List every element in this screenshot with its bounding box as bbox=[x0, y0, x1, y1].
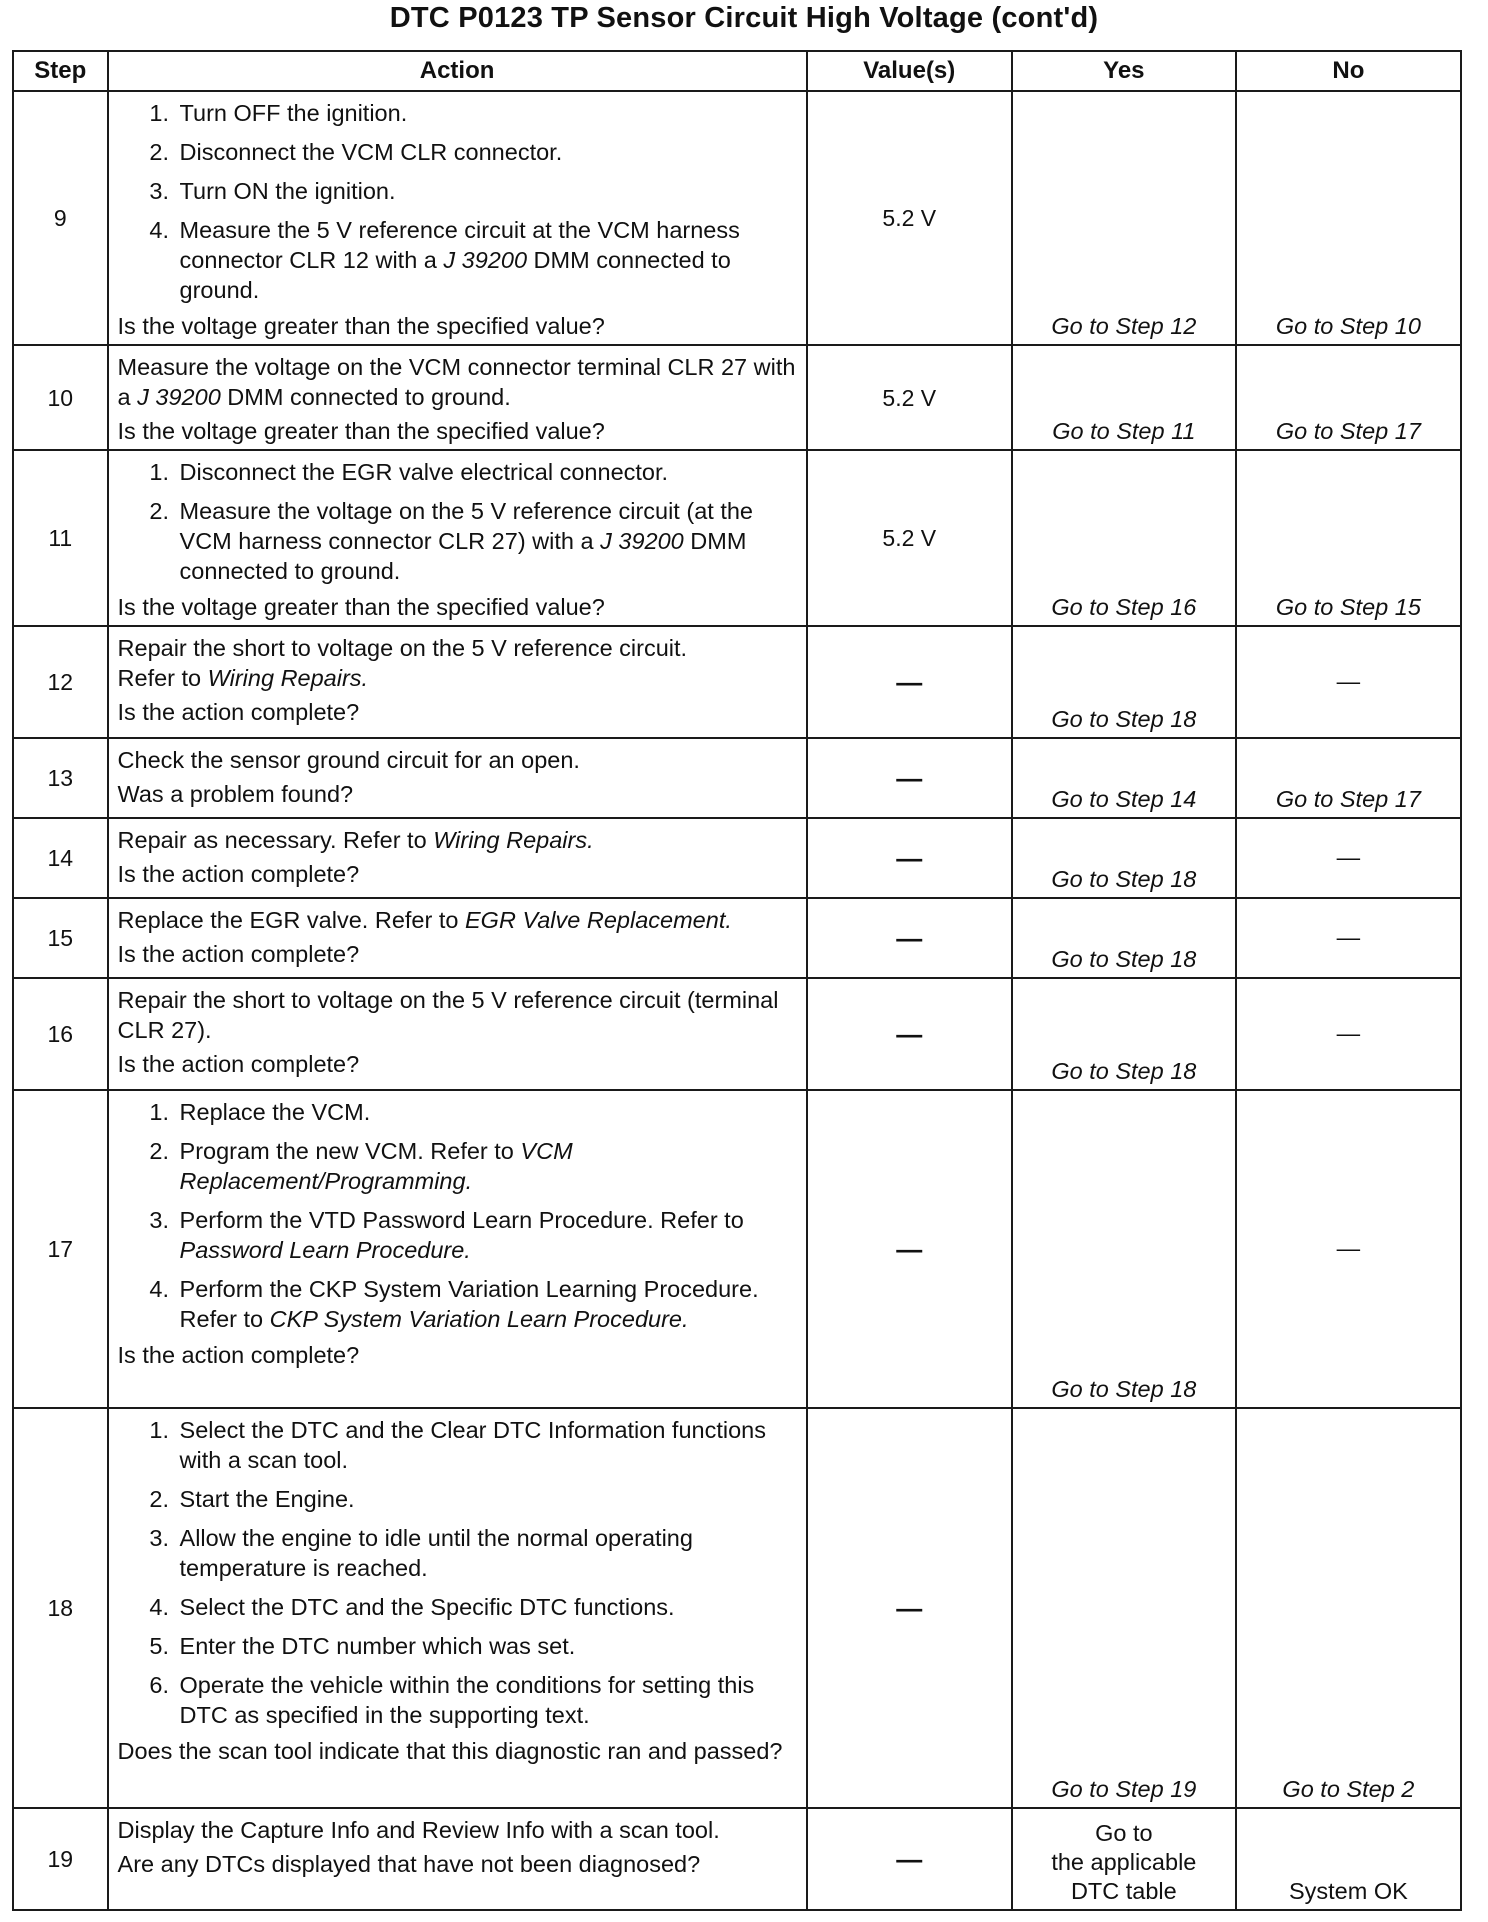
action-cell bbox=[108, 818, 807, 898]
no-cell bbox=[1236, 818, 1461, 898]
step-number: 18 bbox=[13, 1408, 108, 1808]
list-item: 2. Disconnect the VCM CLR connector. bbox=[176, 137, 800, 167]
action-cell bbox=[108, 1808, 807, 1910]
action-text: Repair the short to voltage on the 5 V reference circuit (terminal CLR 27). bbox=[117, 987, 779, 1043]
action-question: Is the voltage greater than the specified value? bbox=[117, 594, 605, 620]
action-text-part: Repair as necessary. Refer to bbox=[117, 827, 434, 853]
list-item: 1. Turn OFF the ignition. bbox=[176, 98, 800, 128]
no-cell: Go to Step 17 bbox=[1236, 345, 1461, 450]
table-row bbox=[13, 626, 1461, 738]
list-item: 1. Select the DTC and the Clear DTC Information functions with a scan tool. bbox=[176, 1415, 800, 1475]
list-item: 4. Select the DTC and the Specific DTC functions. bbox=[176, 1592, 800, 1622]
yes-line: DTC table bbox=[1070, 1878, 1177, 1904]
table-row bbox=[13, 978, 1461, 1090]
tool-reference: J 39200 bbox=[600, 528, 684, 554]
table-row bbox=[13, 91, 1461, 345]
action-question: Is the action complete? bbox=[117, 1342, 360, 1368]
dash-mark: — bbox=[896, 1233, 923, 1264]
list-item: 5. Enter the DTC number which was set. bbox=[176, 1631, 800, 1661]
step-number: 15 bbox=[13, 898, 108, 978]
action-text: Perform the CKP System Variation Learning Procedure. Refer to bbox=[179, 1276, 759, 1332]
action-text: Display the Capture Info and Review Info with a scan tool. bbox=[117, 1817, 720, 1843]
action-question: Is the voltage greater than the specified value? bbox=[117, 418, 605, 444]
dash-mark: — bbox=[896, 842, 923, 873]
action-cell bbox=[108, 898, 807, 978]
tool-reference: J 39200 bbox=[137, 384, 221, 410]
action-list bbox=[118, 457, 800, 586]
no-cell: Go to Step 17 bbox=[1236, 738, 1461, 818]
list-item: 3. Allow the engine to idle until the normal operating temperature is reached. bbox=[176, 1523, 800, 1583]
action-cell bbox=[108, 91, 807, 345]
table-row bbox=[13, 450, 1461, 626]
yes-cell: Go to Step 14 bbox=[1012, 738, 1236, 818]
step-number: 17 bbox=[13, 1090, 108, 1408]
step-number: 9 bbox=[13, 91, 108, 345]
dash-mark: — bbox=[896, 1018, 923, 1049]
header-values: Value(s) bbox=[807, 51, 1012, 91]
dash-mark: — bbox=[896, 1843, 923, 1874]
action-list bbox=[118, 98, 800, 305]
list-item bbox=[176, 215, 800, 305]
action-text-part: Replace the EGR valve. Refer to bbox=[117, 907, 465, 933]
value-cell bbox=[807, 898, 1012, 978]
list-item bbox=[176, 496, 800, 586]
yes-cell: Go to Step 16 bbox=[1012, 450, 1236, 626]
value-cell: 5.2 V bbox=[807, 91, 1012, 345]
table-row bbox=[13, 1090, 1461, 1408]
table-row bbox=[13, 1808, 1461, 1910]
value-cell bbox=[807, 818, 1012, 898]
table-header-row bbox=[13, 51, 1461, 91]
dash-mark: — bbox=[1336, 1019, 1361, 1046]
list-item: 1. Disconnect the EGR valve electrical connector. bbox=[176, 457, 800, 487]
action-text-part: Repair the short to voltage on the 5 V reference circuit. bbox=[117, 635, 688, 661]
yes-cell: Go to Step 18 bbox=[1012, 626, 1236, 738]
no-cell bbox=[1236, 626, 1461, 738]
action-question: Is the action complete? bbox=[117, 941, 360, 967]
action-text: Perform the VTD Password Learn Procedure. Refer to bbox=[179, 1207, 744, 1233]
step-number: 16 bbox=[13, 978, 108, 1090]
no-cell bbox=[1236, 898, 1461, 978]
action-cell bbox=[108, 978, 807, 1090]
action-question: Are any DTCs displayed that have not been diagnosed? bbox=[117, 1851, 701, 1877]
dash-mark: — bbox=[896, 1592, 923, 1623]
step-number: 13 bbox=[13, 738, 108, 818]
action-text: Measure the 5 V reference circuit at the VCM harness connector CLR 12 with a bbox=[179, 217, 740, 273]
yes-line: Go to bbox=[1095, 1820, 1153, 1846]
header-yes: Yes bbox=[1012, 51, 1236, 91]
action-text: DMM connected to ground. bbox=[179, 528, 747, 584]
action-cell bbox=[108, 1090, 807, 1408]
no-cell bbox=[1236, 1090, 1461, 1408]
step-number: 19 bbox=[13, 1808, 108, 1910]
header-no: No bbox=[1236, 51, 1461, 91]
action-question: Is the action complete? bbox=[117, 1051, 360, 1077]
action-cell bbox=[108, 626, 807, 738]
table-row bbox=[13, 738, 1461, 818]
yes-cell bbox=[1012, 1808, 1236, 1910]
action-text-part: Refer to bbox=[117, 665, 208, 691]
yes-cell: Go to Step 18 bbox=[1012, 978, 1236, 1090]
no-cell: System OK bbox=[1236, 1808, 1461, 1910]
action-cell bbox=[108, 1408, 807, 1808]
yes-cell: Go to Step 18 bbox=[1012, 1090, 1236, 1408]
dash-mark: — bbox=[1336, 667, 1361, 694]
table-row bbox=[13, 345, 1461, 450]
no-cell: Go to Step 2 bbox=[1236, 1408, 1461, 1808]
dash-mark: — bbox=[896, 922, 923, 953]
value-cell bbox=[807, 626, 1012, 738]
action-text bbox=[118, 633, 800, 693]
no-cell: Go to Step 10 bbox=[1236, 91, 1461, 345]
value-cell bbox=[807, 1808, 1012, 1910]
step-number: 12 bbox=[13, 626, 108, 738]
action-text: Program the new VCM. Refer to bbox=[179, 1138, 521, 1164]
yes-cell: Go to Step 11 bbox=[1012, 345, 1236, 450]
yes-cell: Go to Step 19 bbox=[1012, 1408, 1236, 1808]
value-cell: 5.2 V bbox=[807, 450, 1012, 626]
action-question: Is the voltage greater than the specified value? bbox=[117, 313, 605, 339]
yes-cell: Go to Step 12 bbox=[1012, 91, 1236, 345]
no-cell bbox=[1236, 978, 1461, 1090]
step-number: 11 bbox=[13, 450, 108, 626]
tool-reference: J 39200 bbox=[443, 247, 528, 273]
action-text-part: Measure the voltage on the VCM connector terminal CLR 27 with a bbox=[117, 354, 796, 410]
action-list bbox=[118, 1415, 800, 1730]
manual-reference: VCM Replacement/Programming. bbox=[179, 1138, 573, 1194]
header-step: Step bbox=[13, 51, 108, 91]
manual-reference: Wiring Repairs. bbox=[433, 827, 594, 853]
action-cell bbox=[108, 450, 807, 626]
diagnostic-table bbox=[12, 50, 1462, 1911]
list-item: 3. Turn ON the ignition. bbox=[176, 176, 800, 206]
table-row bbox=[13, 898, 1461, 978]
action-text: DMM connected to ground. bbox=[179, 247, 731, 303]
dash-mark: — bbox=[1336, 923, 1361, 950]
yes-cell: Go to Step 18 bbox=[1012, 898, 1236, 978]
manual-reference: CKP System Variation Learn Procedure. bbox=[269, 1306, 689, 1332]
action-cell bbox=[108, 738, 807, 818]
dash-mark: — bbox=[896, 666, 923, 697]
dash-mark: — bbox=[1336, 1234, 1361, 1261]
value-cell bbox=[807, 738, 1012, 818]
list-item: 1. Replace the VCM. bbox=[176, 1097, 800, 1127]
value-cell bbox=[807, 1408, 1012, 1808]
action-text bbox=[118, 825, 800, 855]
list-item: 2. Start the Engine. bbox=[176, 1484, 800, 1514]
list-item: 6. Operate the vehicle within the conditions for setting this DTC as specified in the supporting text. bbox=[176, 1670, 800, 1730]
action-text: Check the sensor ground circuit for an open. bbox=[117, 747, 580, 773]
action-question: Does the scan tool indicate that this diagnostic ran and passed? bbox=[117, 1738, 783, 1764]
action-text bbox=[118, 905, 800, 935]
action-list bbox=[118, 1097, 800, 1334]
list-item bbox=[176, 1274, 800, 1334]
yes-line: the applicable bbox=[1051, 1849, 1197, 1875]
yes-cell: Go to Step 18 bbox=[1012, 818, 1236, 898]
action-question: Was a problem found? bbox=[117, 781, 354, 807]
manual-reference: Password Learn Procedure. bbox=[179, 1237, 471, 1263]
action-cell bbox=[108, 345, 807, 450]
value-cell bbox=[807, 978, 1012, 1090]
page-title: DTC P0123 TP Sensor Circuit High Voltage (cont'd) bbox=[389, 2, 1099, 34]
header-action: Action bbox=[108, 51, 807, 91]
manual-reference: EGR Valve Replacement. bbox=[464, 907, 732, 933]
action-question: Is the action complete? bbox=[117, 699, 360, 725]
table-row bbox=[13, 1408, 1461, 1808]
dash-mark: — bbox=[1336, 843, 1361, 870]
list-item bbox=[176, 1205, 800, 1265]
manual-reference: Wiring Repairs. bbox=[207, 665, 369, 691]
step-number: 14 bbox=[13, 818, 108, 898]
action-text: Measure the voltage on the 5 V reference circuit (at the VCM harness connector CLR 27) with a bbox=[179, 498, 753, 554]
action-question: Is the action complete? bbox=[117, 861, 360, 887]
action-text bbox=[118, 352, 800, 412]
no-cell: Go to Step 15 bbox=[1236, 450, 1461, 626]
list-item bbox=[176, 1136, 800, 1196]
dash-mark: — bbox=[896, 762, 923, 793]
action-text-part: DMM connected to ground. bbox=[220, 384, 511, 410]
step-number: 10 bbox=[13, 345, 108, 450]
value-cell: 5.2 V bbox=[807, 345, 1012, 450]
value-cell bbox=[807, 1090, 1012, 1408]
table-row bbox=[13, 818, 1461, 898]
